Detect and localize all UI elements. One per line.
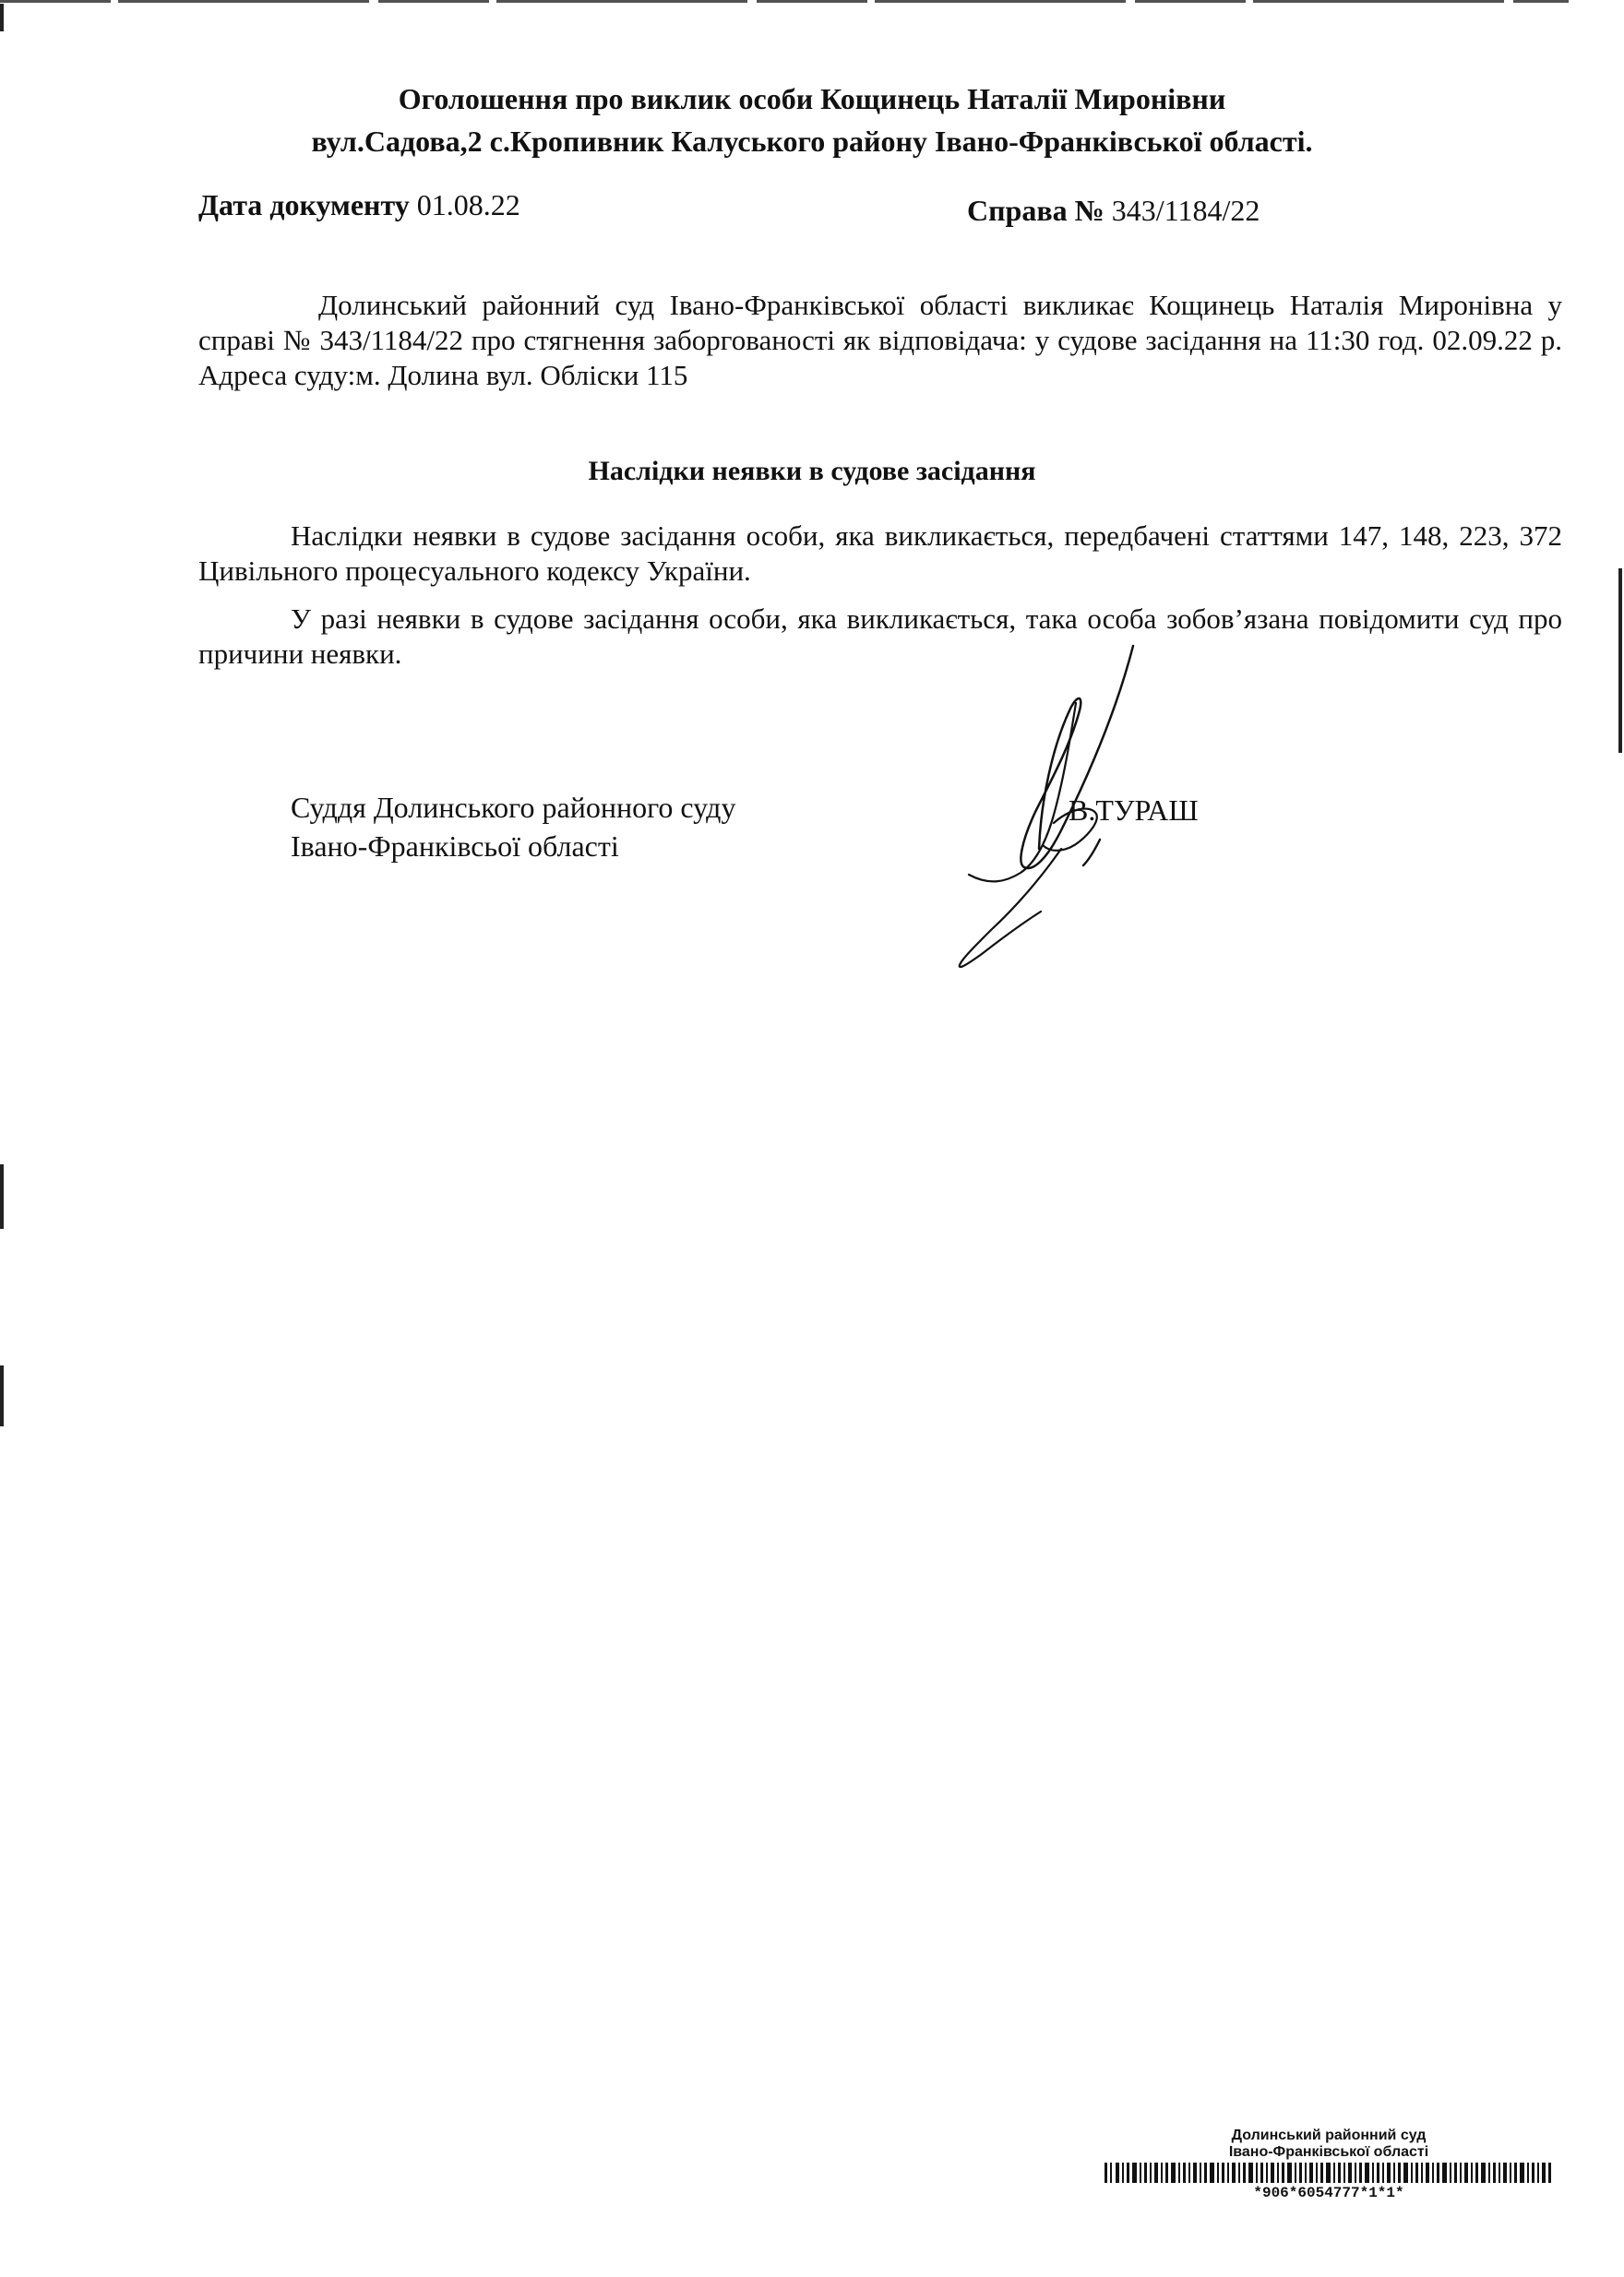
consequences-paragraph: Наслідки неявки в судове засідання особи, яка викликається, передбачені статтями 147, 148, 223, 372 Цивільного процесуального кодексу України. bbox=[198, 519, 1562, 587]
scan-margin-mark bbox=[0, 4, 4, 31]
case-number bbox=[967, 194, 1260, 228]
judge-name: В.ТУРАШ bbox=[1069, 793, 1199, 827]
date-label: Дата документу bbox=[198, 188, 410, 221]
scan-margin-mark bbox=[1618, 568, 1622, 753]
stamp-line-1: Долинський районний суд bbox=[1231, 2128, 1427, 2143]
barcode-number: *906*6054777*1*1* bbox=[1253, 2185, 1404, 2201]
scan-margin-mark bbox=[0, 1164, 4, 1229]
notice-paragraph: У разі неявки в судове засідання особи, яка викликається, така особа зобов’язана повідомити суд про причини неявки. bbox=[198, 602, 1562, 670]
title-line-2: вул.Садова,2 с.Кропивник Калуського району Івано-Франківської області. bbox=[311, 125, 1313, 158]
document-date bbox=[198, 188, 520, 222]
court-stamp bbox=[1098, 2128, 1559, 2201]
stamp-line-2: Івано-Франківської області bbox=[1228, 2144, 1429, 2160]
barcode-image bbox=[1103, 2163, 1555, 2183]
summons-paragraph: Долинський районний суд Івано-Франківської області викликає Кощинець Наталія Миронівна у справі № 343/1184/22 про стягнення заборгованості як відповідача: у судове засідання на 11:30 год. 02.09.22 р. Адреса суду:м. Долина вул. Обліски 115 bbox=[198, 289, 1562, 391]
scan-margin-mark bbox=[0, 1365, 4, 1426]
scan-edge-artifact bbox=[0, 0, 1569, 3]
case-value: 343/1184/22 bbox=[1111, 194, 1260, 227]
document-title bbox=[0, 77, 1624, 162]
section-heading: Наслідки неявки в судове засідання bbox=[588, 456, 1036, 486]
title-line-1: Оголошення про виклик особи Кощинець Наталії Миронівни bbox=[398, 82, 1226, 115]
judge-title-line-1: Суддя Долинського районного суду bbox=[291, 791, 736, 824]
judge-title-line-2: Івано-Франківсьої області bbox=[291, 829, 619, 863]
judge-title bbox=[291, 788, 735, 865]
date-value: 01.08.22 bbox=[416, 188, 520, 221]
case-label: Справа № bbox=[967, 194, 1105, 227]
